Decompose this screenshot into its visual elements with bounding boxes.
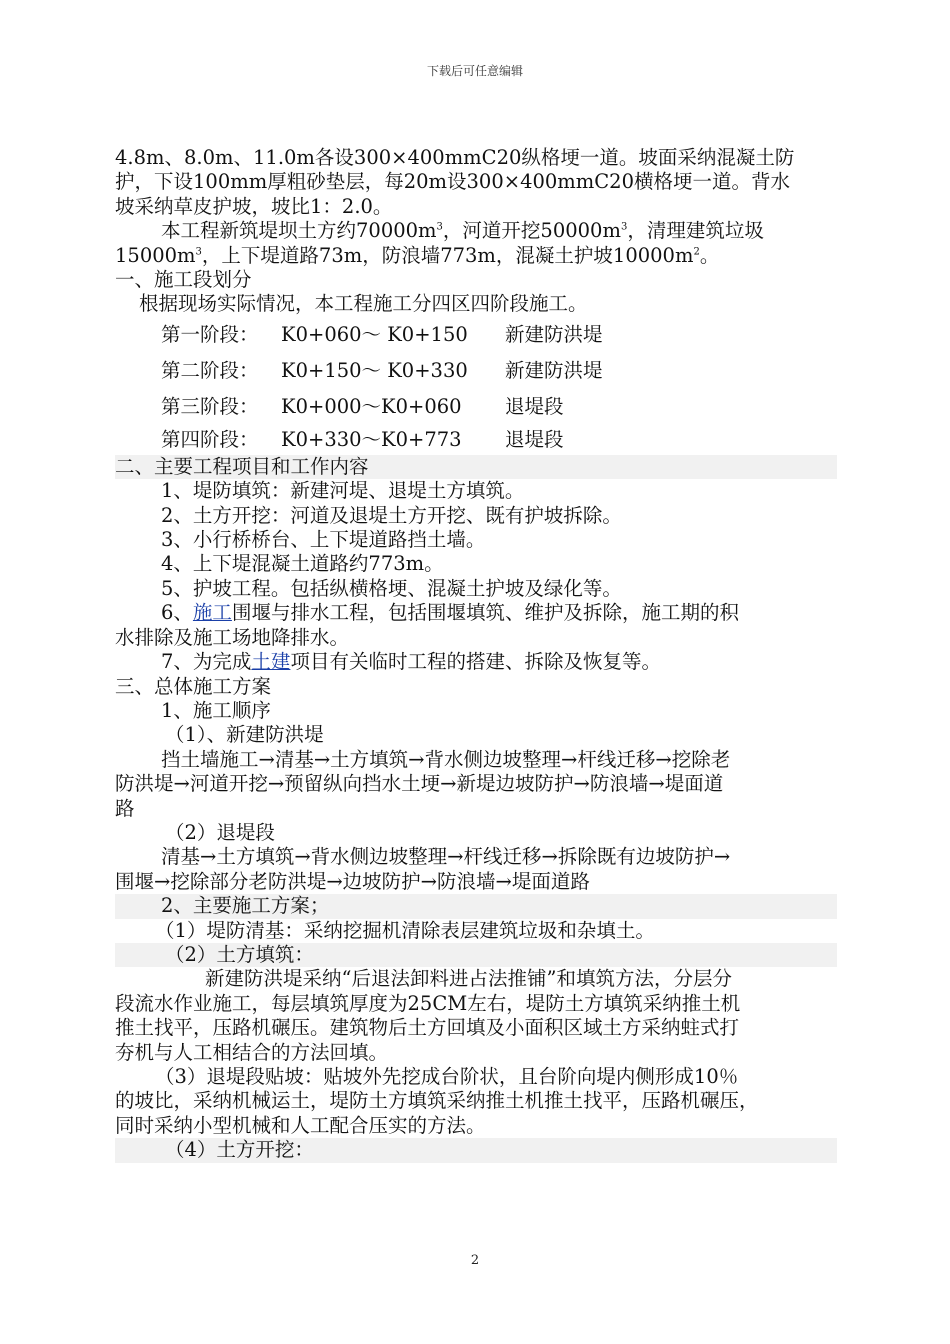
subheading: （4）土方开挖： — [115, 1138, 837, 1162]
stage-name: 第三阶段： — [161, 394, 259, 418]
paragraph: 根据现场实际情况，本工程施工分四区四阶段施工。 — [139, 292, 588, 316]
page-number: 2 — [470, 1253, 480, 1268]
stage-row — [115, 425, 837, 455]
paragraph-line: 的坡比，采纳机械运土，堤防土方填筑采纳推土机推土找平，压路机碾压， — [115, 1089, 759, 1113]
intro-line: 坡采纳草皮护坡，坡比1：2.0。 — [115, 194, 393, 218]
stage-row — [115, 353, 837, 389]
stage-name: 第二阶段： — [161, 358, 259, 382]
stage-type: 退堤段 — [505, 427, 564, 451]
paragraph-line: 推土找平，压路机碾压。建筑物后土方回填及小面积区域土方采纳蛀式打 — [115, 1016, 740, 1040]
sequence-line: 防洪堤→河道开挖→预留纵向挡水土埂→新堤边坡防护→防浪墙→堤面道 — [115, 772, 724, 796]
stage-range: K0+150～ K0+330 — [281, 358, 468, 382]
list-item: 7、为完成土建项目有关临时工程的搭建、拆除及恢复等。 — [161, 650, 661, 674]
subheading: （2）土方填筑： — [115, 943, 837, 967]
section-heading: 三、总体施工方案 — [115, 674, 272, 698]
sequence-line: 围堰→挖除部分老防洪堤→边坡防护→防浪墙→堤面道路 — [115, 869, 590, 893]
document-body — [115, 146, 837, 1163]
list-item: 1、堤防填筑：新建河堤、退堤土方填筑。 — [161, 479, 525, 503]
section-heading: 二、主要工程项目和工作内容 — [115, 455, 837, 479]
list-item: 5、护坡工程。包括纵横格埂、混凝土护坡及绿化等。 — [161, 576, 622, 600]
intro-line: 4.8m、8.0m、11.0m各设300×400mmC20纵格埂一道。坡面采纳混凝土防 — [115, 146, 795, 169]
list-item: 3、小行桥桥台、上下堤道路挡土墙。 — [161, 528, 486, 552]
stage-type: 新建防洪堤 — [505, 322, 603, 346]
construction-link[interactable]: 施工 — [192, 601, 232, 625]
sequence-line: 清基→土方填筑→背水侧边坡整理→杆线迁移→拆除既有边坡防护→ — [161, 845, 731, 869]
stage-type: 退堤段 — [505, 394, 564, 418]
list-item-continuation: 水排除及施工场地降排水。 — [115, 625, 350, 649]
list-item: 6、施工围堰与排水工程，包括围堰填筑、维护及拆除，施工期的积 — [161, 601, 739, 625]
sequence-line: 路 — [115, 796, 135, 820]
stage-range: K0+000～K0+060 — [281, 394, 462, 418]
paragraph: （1）堤防清基：采纳挖掘机清除表层建筑垃圾和杂填土。 — [155, 918, 655, 942]
section-heading: 一、施工段划分 — [115, 268, 252, 292]
subheading: 1、施工顺序 — [161, 698, 271, 722]
quantity-line: $15000m^3$，上下堤道路73m，防浪墙773m，混凝土护坡$10000m^2$。 — [115, 243, 720, 267]
stage-type: 新建防洪堤 — [505, 358, 603, 382]
list-item: 2、土方开挖：河道及退堤土方开挖、既有护坡拆除。 — [161, 503, 622, 527]
subheading: （2）退堤段 — [165, 820, 275, 844]
list-item: 4、上下堤混凝土道路约773m。 — [161, 552, 444, 576]
stage-row — [115, 389, 837, 425]
stage-range: K0+060～ K0+150 — [281, 322, 468, 346]
stage-row — [115, 317, 837, 353]
paragraph-line: （3）退堤段贴坡：贴坡外先挖成台阶状，且台阶向堤内侧形成10％ — [155, 1065, 739, 1088]
page-header: 下载后可任意编辑 — [426, 64, 523, 78]
civil-engineering-link[interactable]: 土建 — [251, 650, 291, 674]
subheading: （1）、新建防洪堤 — [165, 723, 324, 747]
stage-range: K0+330～K0+773 — [281, 427, 462, 451]
intro-line: 护，下设100mm厚粗砂垫层，每20m设300×400mmC20横格埂一道。背水 — [115, 170, 790, 194]
quantity-line: 本工程新筑堤坝土方约$70000m^3$，河道开挖$50000m^3$，清理建筑垃圾 — [161, 219, 764, 243]
paragraph-line: 段流水作业施工，每层填筑厚度为25CM左右，堤防土方填筑采纳推土机 — [115, 991, 741, 1015]
stage-name: 第四阶段： — [161, 427, 259, 451]
subheading: 2、主要施工方案； — [115, 894, 837, 918]
paragraph-line: 新建防洪堤采纳“后退法卸料进占法推铺”和填筑方法，分层分 — [205, 967, 732, 991]
paragraph-line: 同时采纳小型机械和人工配合压实的方法。 — [115, 1113, 486, 1137]
sequence-line: 挡土墙施工→清基→土方填筑→背水侧边坡整理→杆线迁移→挖除老 — [161, 747, 731, 771]
paragraph-line: 夯机与人工相结合的方法回填。 — [115, 1040, 389, 1064]
stage-name: 第一阶段： — [161, 322, 259, 346]
